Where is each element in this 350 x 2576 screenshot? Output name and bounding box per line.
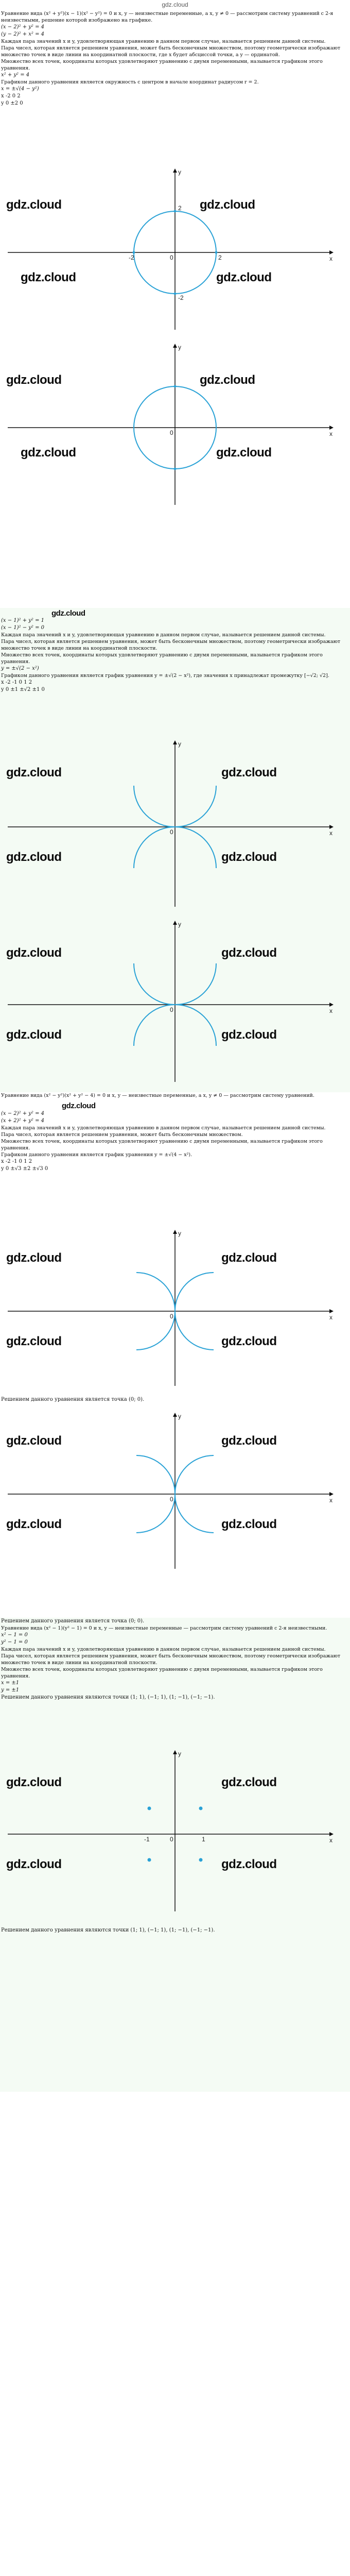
y-axis-label: y bbox=[178, 921, 181, 928]
watermark: gdz.cloud bbox=[6, 1028, 62, 1042]
paragraph: Пара чисел, которая является решением уравнения, может быть бесконечным множеством, поэтому геометрически изображают множество точек в виде линии на координатной плоскости. bbox=[1, 639, 341, 651]
paragraph: Множество всех точек, координаты которых удовлетворяют уравнению с двумя переменными, называется графиком этого уравнения. bbox=[1, 1667, 323, 1679]
tick-label: -1 bbox=[144, 1836, 150, 1843]
y-axis-arrow-icon bbox=[173, 1413, 177, 1417]
section-3 bbox=[0, 1092, 350, 1618]
watermark: gdz.cloud bbox=[221, 1857, 277, 1871]
answer-text: Решением данного уравнения является точка (0; 0). bbox=[1, 1397, 145, 1402]
watermark: gdz.cloud bbox=[6, 766, 62, 779]
watermark: gdz.cloud bbox=[221, 946, 277, 960]
watermark: gdz.cloud bbox=[216, 446, 272, 460]
y-axis-arrow-icon bbox=[173, 1230, 177, 1234]
watermark: gdz.cloud bbox=[6, 373, 62, 387]
watermark: gdz.cloud bbox=[6, 1251, 62, 1265]
equation: (y − 2)² + x² = 4 bbox=[1, 31, 45, 37]
intro-text: Уравнение вида (x² + y²)(x − 1)(x² − y²) = 0 и x, y — неизвестные переменные, а x, y ≠ 0 — рассмотрим систему уравнений с 2-я неизвестными, решение которой изображено на графике. bbox=[1, 11, 334, 23]
paragraph: Каждая пара значений x и y, удовлетворяющая уравнению в данном первом случае, называется решением данной системы. bbox=[1, 39, 326, 44]
answer-text: Решением данного уравнения являются точки (1; 1), (−1; 1), (1; −1), (−1; −1). bbox=[1, 1927, 215, 1933]
watermark: gdz.cloud bbox=[221, 850, 277, 864]
origin-label: 0 bbox=[170, 1496, 173, 1503]
y-axis-label: y bbox=[178, 1750, 181, 1757]
x-axis-label: x bbox=[329, 1837, 332, 1844]
paragraph: Графиком данного уравнения является график уравнения y = ±√(2 − x²), где значения x принадлежат промежутку [−√2; √2]. bbox=[1, 673, 329, 679]
watermark: gdz.cloud bbox=[6, 946, 62, 960]
point bbox=[174, 293, 177, 295]
x-axis-arrow-icon bbox=[329, 1309, 334, 1313]
x-axis-arrow-icon bbox=[329, 825, 334, 829]
value-table-row: y 0 ±√3 ±2 ±√3 0 bbox=[1, 1166, 48, 1172]
point bbox=[215, 251, 218, 254]
watermark: gdz.cloud bbox=[221, 1517, 277, 1531]
value-table-row: y 0 ±2 0 bbox=[1, 100, 23, 106]
arc-curve bbox=[175, 963, 216, 1005]
arc-curve bbox=[175, 1005, 216, 1046]
paragraph: Множество всех точек, координаты которых удовлетворяют уравнению с двумя переменными, называется графиком этого уравнения. bbox=[1, 1139, 323, 1151]
answer-text: Решением данного уравнения являются точки (1; 1), (−1; 1), (1; −1), (−1; −1). bbox=[1, 1694, 215, 1700]
paragraph: Графиком данного уравнения является график уравнения y = ±√(4 − x²). bbox=[1, 1152, 192, 1158]
paragraph: Пара чисел, которая является решением уравнения, может быть бесконечным множеством. bbox=[1, 1132, 243, 1138]
equation: y = ±1 bbox=[1, 1687, 20, 1693]
origin-label: 0 bbox=[170, 429, 173, 436]
section-4 bbox=[0, 1618, 350, 2092]
arc-curve bbox=[175, 827, 216, 868]
site-label[interactable]: gdz.cloud bbox=[162, 1, 188, 8]
y-axis-arrow-icon bbox=[173, 740, 177, 744]
value-table-head: x -2 0 2 bbox=[1, 93, 21, 99]
watermark: gdz.cloud bbox=[6, 850, 62, 864]
equation: x = ±1 bbox=[1, 1680, 20, 1686]
watermark: gdz.cloud bbox=[6, 1434, 62, 1448]
y-axis-arrow-icon bbox=[173, 1750, 177, 1754]
watermark: gdz.cloud bbox=[51, 609, 85, 618]
coordinate-plane bbox=[0, 917, 350, 1087]
y-axis-arrow-icon bbox=[173, 344, 177, 348]
coordinate-plane bbox=[0, 340, 350, 510]
intro-text: Уравнение вида (x² − 1)(y² − 1) = 0 и x, y — неизвестные переменные — рассмотрим систему уравнений с 2-я неизвестными. bbox=[1, 1625, 327, 1631]
paragraph: Пара чисел, которая является решением уравнения, может быть бесконечным множеством, поэтому геометрически изображают множество точек в виде линии на координатной плоскости. bbox=[1, 1653, 341, 1666]
watermark: gdz.cloud bbox=[221, 1434, 277, 1448]
y-axis-arrow-icon bbox=[173, 168, 177, 173]
point bbox=[174, 385, 177, 388]
arc-curve bbox=[175, 786, 216, 827]
point bbox=[174, 468, 177, 470]
value-table-head: x -2 -1 0 1 2 bbox=[1, 680, 32, 685]
arc-curve bbox=[175, 1494, 214, 1533]
watermark: gdz.cloud bbox=[6, 1857, 62, 1871]
point bbox=[199, 1807, 203, 1810]
graph-arcs-2 bbox=[0, 917, 350, 1087]
equation: (x − 2)² + y² = 4 bbox=[1, 1111, 45, 1116]
equation: x = ±√(4 − y²) bbox=[1, 86, 39, 92]
x-axis-label: x bbox=[329, 829, 332, 837]
arc-curve bbox=[134, 1005, 175, 1046]
equation: (x − 1)² − y² = 0 bbox=[1, 625, 45, 631]
coordinate-plane bbox=[0, 165, 350, 335]
point bbox=[199, 1858, 203, 1862]
point bbox=[133, 251, 135, 254]
origin-label: 0 bbox=[170, 1836, 173, 1843]
arc-curve bbox=[134, 786, 175, 827]
value-table-row: y 0 ±1 ±√2 ±1 0 bbox=[1, 687, 45, 692]
watermark: gdz.cloud bbox=[200, 198, 255, 212]
equation: (x − 1)² + y² = 1 bbox=[1, 618, 45, 623]
point bbox=[148, 1858, 151, 1862]
x-axis-arrow-icon bbox=[329, 1492, 334, 1496]
tick-label: 2 bbox=[178, 205, 182, 212]
arc-curve bbox=[136, 1455, 175, 1494]
watermark: gdz.cloud bbox=[6, 198, 62, 212]
watermark: gdz.cloud bbox=[216, 270, 272, 284]
coordinate-plane bbox=[0, 1747, 350, 1917]
origin-label: 0 bbox=[170, 828, 173, 836]
graph-tangent-circles-1 bbox=[0, 1226, 350, 1391]
arc-curve bbox=[134, 963, 175, 1005]
watermark: gdz.cloud bbox=[21, 270, 76, 284]
paragraph: Графиком данного уравнения является окружность с центром в начале координат радиусом r = 2. bbox=[1, 79, 259, 85]
paragraph: Пара чисел, которая является решением уравнения, может быть бесконечным множеством, поэтому геометрически изображают множество точек в виде линии на координатной плоскости, где x будет абсциссой точки, а y — ординатой. bbox=[1, 45, 341, 58]
paragraph: Множество всех точек, координаты которых удовлетворяют уравнению с двумя переменными, называется графиком этого уравнения. bbox=[1, 59, 323, 71]
point bbox=[174, 210, 177, 213]
tick-label: -2 bbox=[178, 294, 184, 301]
arc-curve bbox=[136, 1494, 175, 1533]
equation: y = ±√(2 − x²) bbox=[1, 666, 39, 671]
y-axis-label: y bbox=[178, 344, 181, 351]
tick-label: 1 bbox=[202, 1836, 205, 1843]
origin-label: 0 bbox=[170, 1313, 173, 1320]
x-axis-arrow-icon bbox=[329, 1003, 334, 1007]
watermark: gdz.cloud bbox=[6, 1517, 62, 1531]
point bbox=[148, 1807, 151, 1810]
y-axis-label: y bbox=[178, 168, 181, 176]
x-axis-arrow-icon bbox=[329, 250, 334, 255]
x-axis-label: x bbox=[329, 255, 332, 262]
equation: (x − 2)² + y² = 4 bbox=[1, 24, 45, 30]
equation: x² + y² = 4 bbox=[1, 72, 30, 78]
arc-curve bbox=[175, 1311, 214, 1350]
x-axis-label: x bbox=[329, 1007, 332, 1014]
watermark: gdz.cloud bbox=[221, 1334, 277, 1348]
watermark: gdz.cloud bbox=[6, 1775, 62, 1789]
paragraph: Множество всех точек, координаты которых удовлетворяют уравнению с двумя переменными, называется графиком этого уравнения. bbox=[1, 652, 323, 665]
arc-curve bbox=[175, 1455, 214, 1494]
y-axis-label: y bbox=[178, 1413, 181, 1420]
origin-label: 0 bbox=[170, 1006, 173, 1013]
equation: (x + 2)² + y² = 4 bbox=[1, 1118, 45, 1124]
arc-curve bbox=[175, 1273, 214, 1311]
watermark: gdz.cloud bbox=[6, 1334, 62, 1348]
intro-text: Уравнение вида (x² − y²)(x² + y² − 4) = 0 и x, y — неизвестные переменные, а x, y ≠ 0 — рассмотрим систему уравнений. bbox=[1, 1093, 314, 1098]
x-axis-label: x bbox=[329, 1497, 332, 1504]
graph-arcs-1 bbox=[0, 737, 350, 912]
x-axis-label: x bbox=[329, 430, 332, 437]
answer-text: Решением данного уравнения является точка (0; 0). bbox=[1, 1618, 145, 1624]
y-axis-label: y bbox=[178, 740, 181, 748]
watermark: gdz.cloud bbox=[200, 373, 255, 387]
watermark: gdz.cloud bbox=[62, 1101, 96, 1110]
paragraph: Каждая пара значений x и y, удовлетворяющая уравнению в данном первом случае, называется решением данной системы. bbox=[1, 1647, 326, 1652]
graph-circle-2 bbox=[0, 340, 350, 510]
x-axis-arrow-icon bbox=[329, 1832, 334, 1836]
value-table-head: x -2 -1 0 1 2 bbox=[1, 1159, 32, 1164]
arc-curve bbox=[134, 827, 175, 868]
watermark: gdz.cloud bbox=[21, 446, 76, 460]
graph-points bbox=[0, 1747, 350, 1917]
watermark: gdz.cloud bbox=[221, 1251, 277, 1265]
paragraph: Каждая пара значений x и y, удовлетворяющая уравнению в данном первом случае, называется решением данной системы. bbox=[1, 632, 326, 638]
coordinate-plane bbox=[0, 737, 350, 912]
graph-tangent-circles-2 bbox=[0, 1409, 350, 1574]
y-axis-label: y bbox=[178, 1230, 181, 1237]
section-2 bbox=[0, 608, 350, 1092]
tick-label: -2 bbox=[129, 254, 134, 261]
paragraph: Каждая пара значений x и y, удовлетворяющая уравнению в данном первом случае, называется решением данной системы. bbox=[1, 1125, 326, 1131]
section-1 bbox=[0, 10, 350, 608]
origin-label: 0 bbox=[170, 254, 173, 261]
equation: y² − 1 = 0 bbox=[1, 1639, 28, 1645]
arc-curve bbox=[136, 1273, 175, 1311]
equation: x² − 1 = 0 bbox=[1, 1632, 28, 1638]
tick-label: 2 bbox=[218, 254, 222, 261]
graph-circle-1 bbox=[0, 165, 350, 335]
watermark: gdz.cloud bbox=[221, 766, 277, 779]
arc-curve bbox=[136, 1311, 175, 1350]
x-axis-label: x bbox=[329, 1314, 332, 1321]
x-axis-arrow-icon bbox=[329, 426, 334, 430]
watermark: gdz.cloud bbox=[221, 1775, 277, 1789]
y-axis-arrow-icon bbox=[173, 921, 177, 925]
watermark: gdz.cloud bbox=[221, 1028, 277, 1042]
